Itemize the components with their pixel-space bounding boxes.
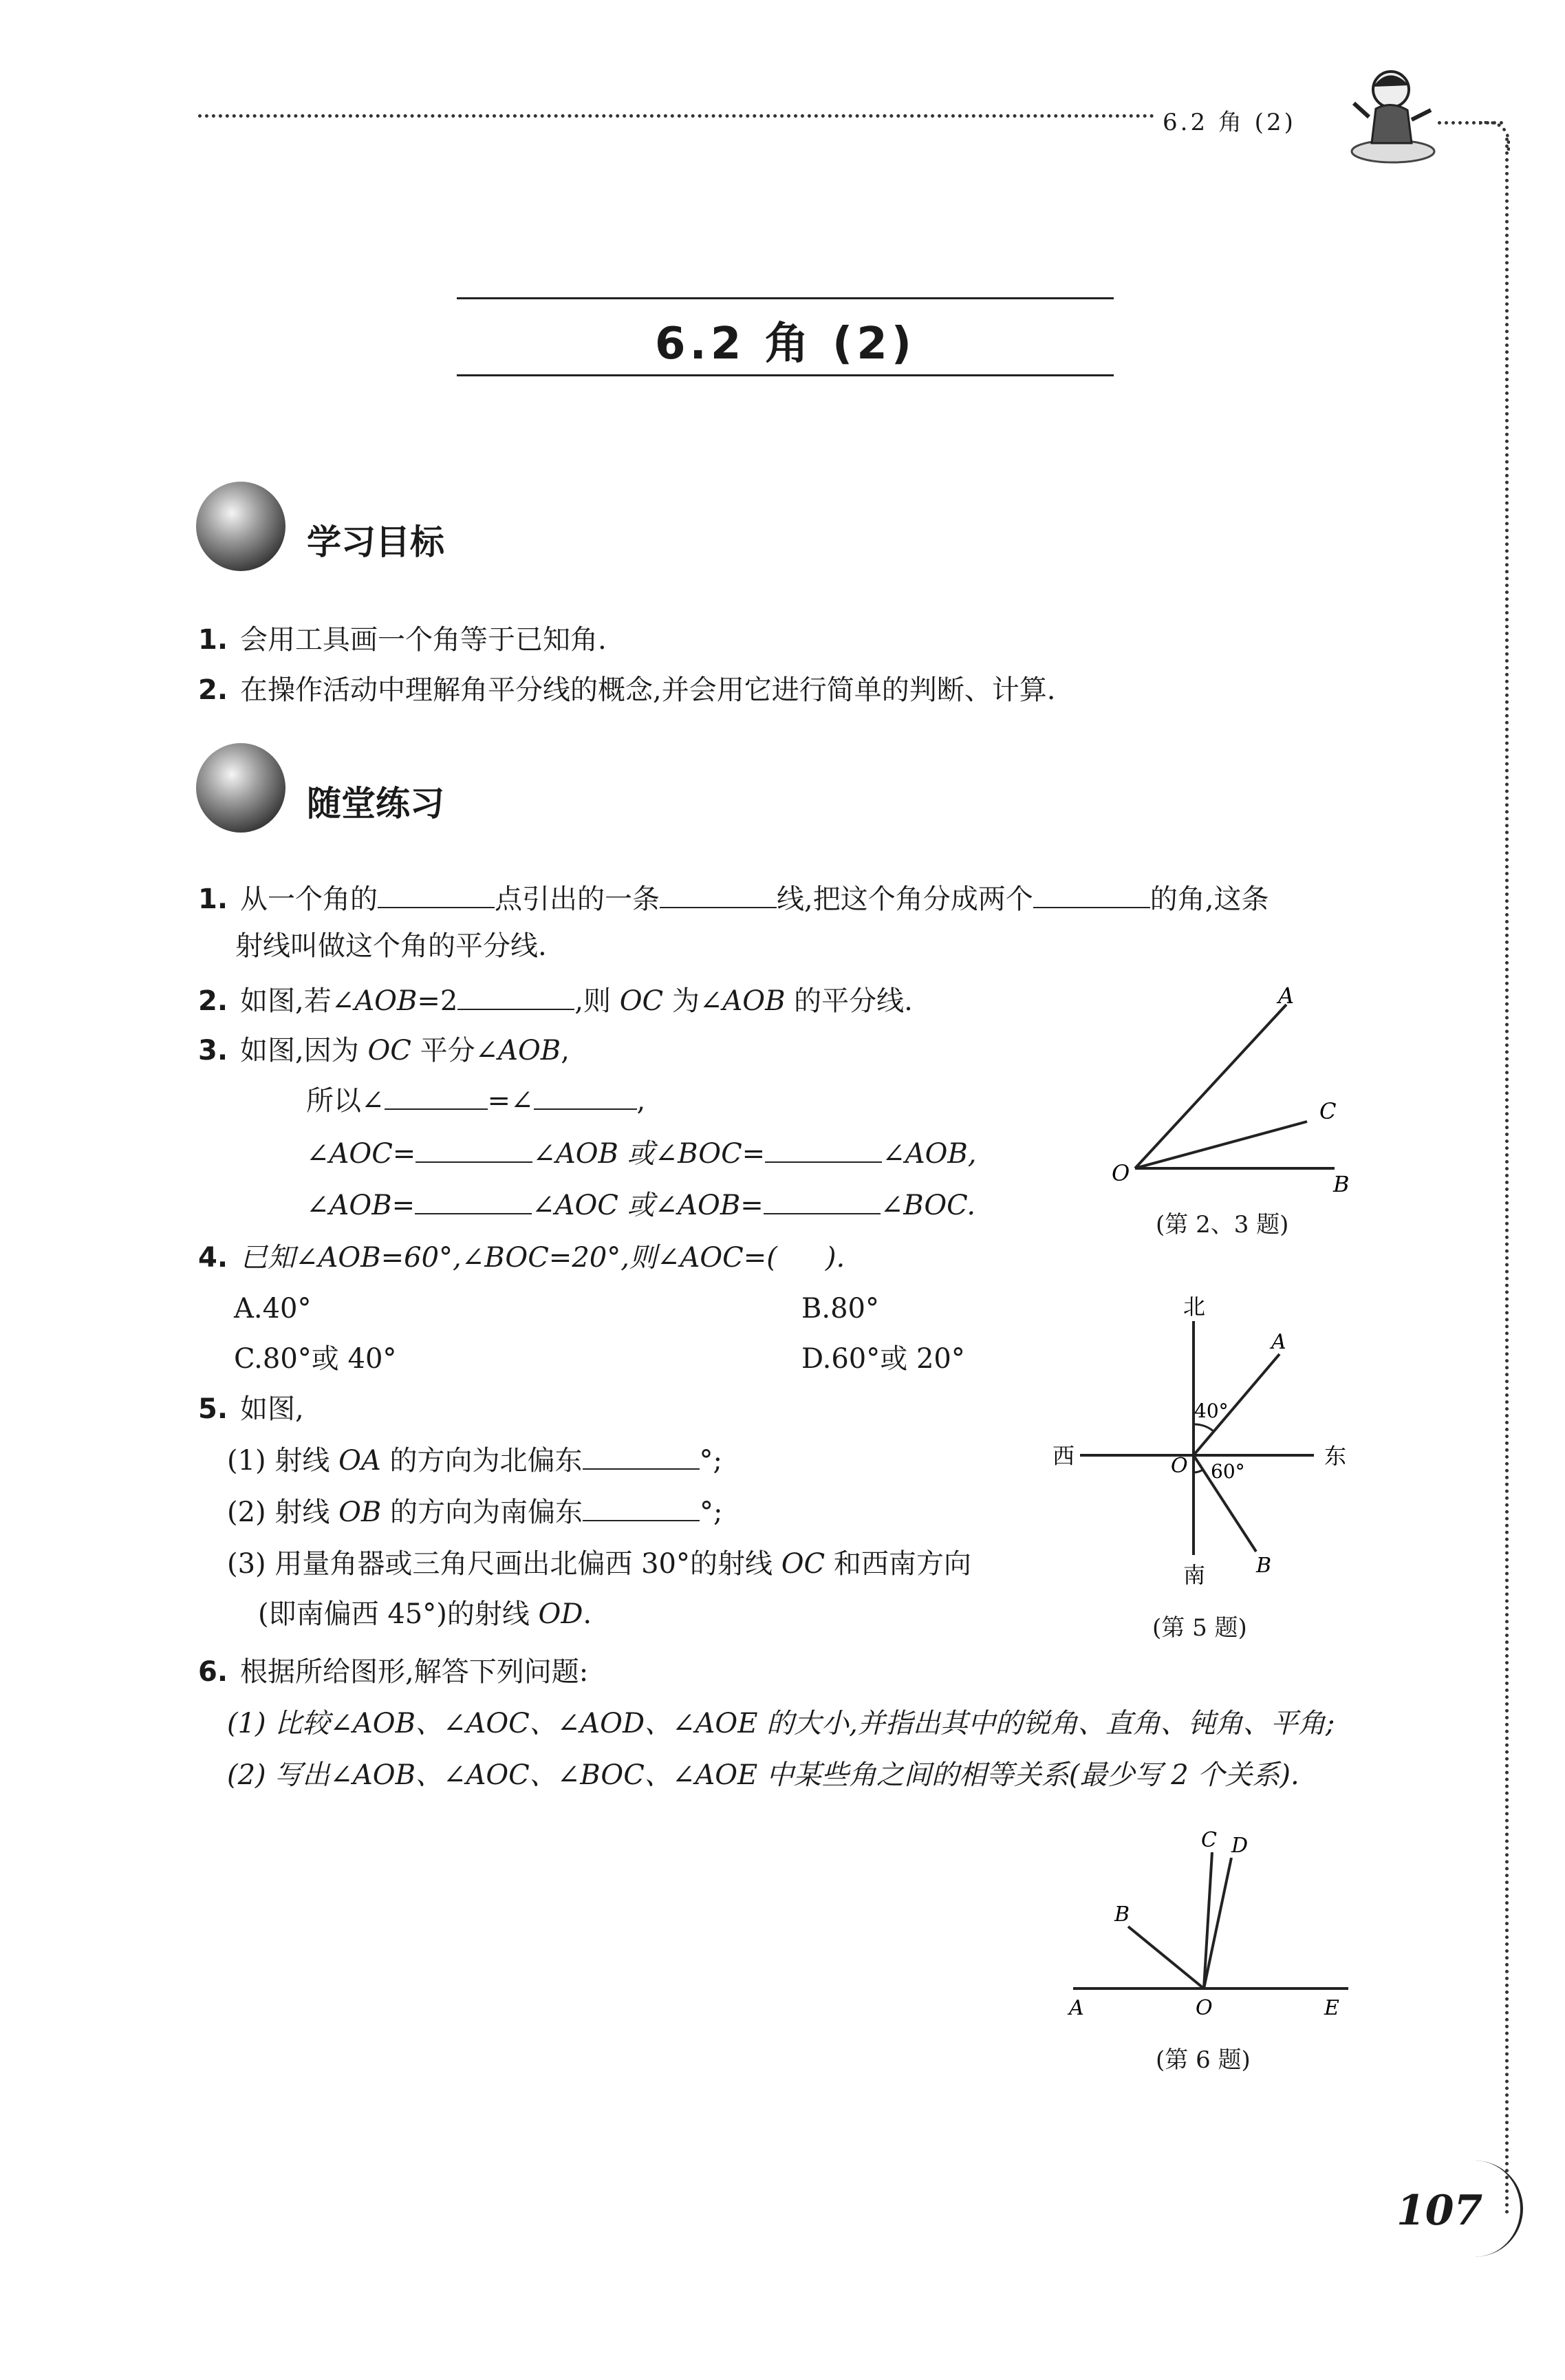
title-rule-bottom	[457, 374, 1114, 376]
figure-2-3	[1101, 984, 1362, 1204]
ray-OC	[1135, 1122, 1307, 1168]
answer-blank[interactable]	[764, 1188, 881, 1214]
ray-OA	[1135, 1005, 1286, 1168]
page-title: 6.2 角 (2)	[655, 319, 916, 369]
question-5-part-1: (1) 射线 OA 的方向为北偏东 °;	[227, 1445, 722, 1477]
label-east: 东	[1324, 1443, 1347, 1469]
objective-2: 2. 在操作活动中理解角平分线的概念,并会用它进行简单的判断、计算.	[198, 674, 1056, 706]
label-B: B	[1256, 1554, 1272, 1578]
label-B: B	[1114, 1902, 1130, 1927]
question-3-line-3: ∠AOC= ∠AOB 或∠BOC= ∠AOB,	[306, 1138, 977, 1170]
question-5-part-3: (3) 用量角器或三角尺画出北偏西 30°的射线 OC 和西南方向	[227, 1548, 971, 1580]
option-b[interactable]: B.80°	[801, 1293, 880, 1325]
angle-arc-40	[1194, 1424, 1213, 1431]
figure-6	[1059, 1823, 1362, 2030]
section-title-objectives: 学习目标	[307, 522, 444, 562]
answer-blank[interactable]	[765, 1137, 882, 1163]
question-2: 2. 如图,若∠AOB=2 ,则 OC 为∠AOB 的平分线.	[198, 985, 913, 1017]
question-3-line-2: 所以∠ =∠ ,	[306, 1085, 646, 1117]
label-north: 北	[1183, 1294, 1206, 1320]
label-O: O	[1196, 1996, 1213, 2020]
label-C: C	[1201, 1828, 1217, 1852]
answer-blank[interactable]	[660, 882, 777, 908]
question-3-line-4: ∠AOB= ∠AOC 或∠AOB= ∠BOC.	[306, 1190, 976, 1221]
figure-5-caption: (第 5 题)	[1152, 1614, 1247, 1642]
label-west: 西	[1053, 1443, 1075, 1469]
globe-icon	[196, 482, 285, 571]
question-6-part-2: (2) 写出∠AOB、∠AOC、∠BOC、∠AOE 中某些角之间的相等关系(最少写 2 个关系).	[227, 1759, 1299, 1791]
label-D: D	[1231, 1834, 1249, 1858]
answer-blank[interactable]	[415, 1137, 532, 1163]
page-number: 107	[1396, 2187, 1483, 2235]
figure-5	[1053, 1294, 1369, 1596]
answer-blank[interactable]	[583, 1495, 700, 1521]
label-angle-40: 40°	[1194, 1400, 1229, 1422]
answer-blank[interactable]	[385, 1084, 488, 1110]
option-d[interactable]: D.60°或 20°	[801, 1343, 965, 1375]
question-1-cont: 射线叫做这个角的平分线.	[235, 930, 547, 962]
answer-blank[interactable]	[415, 1188, 532, 1214]
label-south: 南	[1183, 1562, 1206, 1588]
side-dotted-rule	[1505, 138, 1509, 2216]
question-5: 5. 如图,	[198, 1393, 304, 1425]
question-6-part-1: (1) 比较∠AOB、∠AOC、∠AOD、∠AOE 的大小,并指出其中的锐角、直角、钝角、平角;	[227, 1708, 1335, 1739]
running-title: 6.2 角 (2)	[1163, 109, 1296, 136]
mascot-illustration	[1348, 62, 1438, 165]
label-O: O	[1112, 1160, 1130, 1186]
title-rule-top	[457, 297, 1114, 299]
question-1: 1. 从一个角的 点引出的一条 线,把这个角分成两个 的角,这条	[198, 883, 1269, 915]
angle-arc-60	[1194, 1469, 1204, 1472]
question-3: 3. 如图,因为 OC 平分∠AOB,	[198, 1035, 570, 1066]
answer-blank[interactable]	[378, 882, 495, 908]
label-O: O	[1171, 1454, 1188, 1478]
question-5-part-2: (2) 射线 OB 的方向为南偏东 °;	[227, 1497, 723, 1528]
answer-blank[interactable]	[534, 1084, 637, 1110]
label-A: A	[1271, 1330, 1286, 1354]
answer-blank[interactable]	[457, 984, 574, 1010]
figure-6-caption: (第 6 题)	[1156, 2046, 1251, 2074]
header-dotted-rule	[198, 114, 1154, 118]
label-angle-60: 60°	[1211, 1460, 1245, 1483]
label-C: C	[1319, 1098, 1337, 1124]
label-A: A	[1069, 1996, 1084, 2020]
label-E: E	[1324, 1996, 1339, 2020]
option-c[interactable]: C.80°或 40°	[234, 1343, 397, 1375]
option-a[interactable]: A.40°	[234, 1293, 312, 1325]
ray-OB	[1128, 1927, 1204, 1988]
question-4: 4. 已知∠AOB=60°,∠BOC=20°,则∠AOC=( ).	[198, 1242, 845, 1274]
figure-2-3-caption: (第 2、3 题)	[1156, 1211, 1289, 1239]
globe-icon	[196, 743, 285, 833]
label-A: A	[1278, 984, 1295, 1009]
section-title-practice: 随堂练习	[307, 784, 444, 824]
question-5-part-3-cont: (即南偏西 45°)的射线 OD.	[258, 1598, 592, 1630]
label-B: B	[1333, 1171, 1350, 1197]
answer-blank[interactable]	[1033, 882, 1150, 908]
objective-1: 1. 会用工具画一个角等于已知角.	[198, 624, 607, 656]
answer-blank[interactable]	[583, 1444, 700, 1470]
question-6: 6. 根据所给图形,解答下列问题:	[198, 1656, 589, 1688]
